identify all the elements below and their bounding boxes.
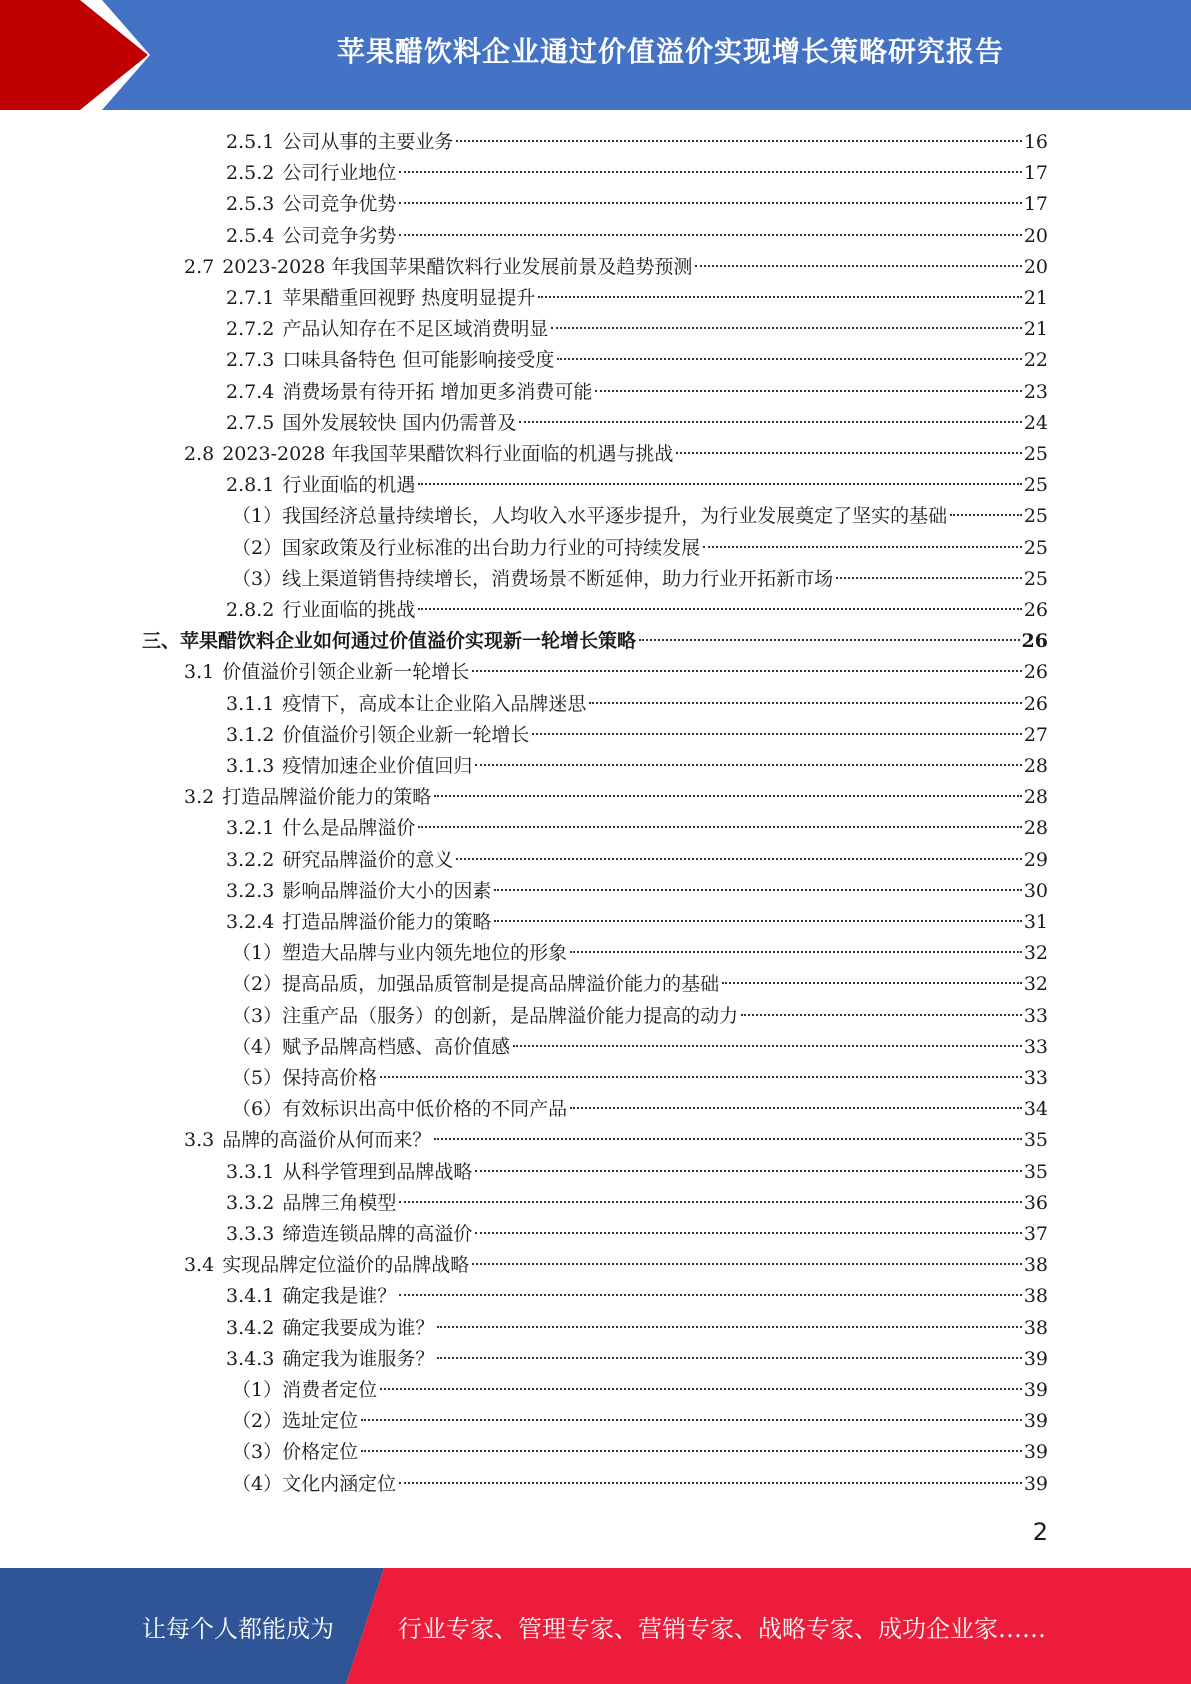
toc-dot-leader [418,826,1021,828]
toc-entry[interactable] [232,501,1048,532]
toc-entry-number: 3.1.2 [226,723,275,746]
toc-entry-title: 2023-2028 年我国苹果醋饮料行业面临的机遇与挑战 [222,443,674,465]
toc-entry-title: 行业面临的机遇 [282,474,416,497]
toc-entry[interactable] [232,1437,1048,1468]
toc-entry-title: （5）保持高价格 [232,1067,378,1089]
toc-entry-number: 2.8.1 [226,474,275,497]
toc-dot-leader [361,1450,1022,1452]
toc-entry[interactable] [226,907,1048,938]
toc-entry[interactable] [184,252,1048,283]
toc-entry[interactable] [226,813,1048,844]
toc-entry-page: 28 [1023,755,1048,777]
toc-entry-title: （3）价格定位 [232,1441,359,1464]
toc-dot-leader [513,1045,1022,1047]
footer-slogan-right: 行业专家、管理专家、营销专家、战略专家、成功企业家…… [398,1614,1046,1643]
toc-entry-title: 疫情加速企业价值回归 [282,755,473,777]
toc-entry-number: 3.2.3 [226,879,275,902]
toc-entry-title: 疫情下，高成本让企业陷入品牌迷思 [282,692,587,715]
toc-dot-leader [434,795,1022,797]
toc-entry[interactable] [226,345,1048,376]
toc-entry-page: 17 [1023,193,1048,216]
toc-entry-number: 2.8 [184,443,215,465]
toc-entry-page: 37 [1023,1223,1048,1245]
toc-entry-title: （6）有效标识出高中低价格的不同产品 [232,1098,568,1121]
toc-entry-page: 20 [1023,255,1048,278]
toc-dot-leader [595,390,1021,392]
toc-entry-title: （1）我国经济总量持续增长，人均收入水平逐步提升，为行业发展奠定了坚实的基础 [232,505,948,528]
toc-entry[interactable] [232,533,1048,564]
toc-dot-leader [437,1326,1021,1328]
toc-dot-leader [519,421,1021,423]
toc-entry-page: 30 [1023,879,1048,902]
toc-entry[interactable] [226,314,1048,345]
toc-dot-leader [399,202,1021,204]
toc-dot-leader [399,1294,1021,1296]
page-number: 2 [1032,1518,1048,1546]
toc-entry-title: 国外发展较快 国内仍需普及 [282,411,517,434]
toc-dot-leader [741,1014,1022,1016]
toc-entry[interactable] [226,127,1048,158]
toc-entry-page: 24 [1023,411,1048,434]
toc-entry-page: 32 [1023,973,1048,996]
toc-entry-title: 公司竞争优势 [282,193,397,216]
toc-entry-page: 38 [1023,1285,1048,1308]
toc-dot-leader [399,1482,1022,1484]
toc-entry-title: （1）塑造大品牌与业内领先地位的形象 [232,942,568,965]
toc-dot-leader [418,608,1021,610]
toc-entry-number: 3.4 [184,1254,215,1277]
toc-entry-number: 3.1 [184,661,215,684]
toc-dot-leader [380,1388,1022,1390]
toc-entry[interactable] [226,845,1048,876]
page-footer [0,1568,1191,1684]
toc-dot-leader [434,1138,1022,1140]
toc-entry-page: 32 [1023,942,1048,965]
toc-entry-page: 39 [1023,1472,1048,1495]
toc-dot-leader [399,234,1021,236]
toc-dot-leader [399,171,1021,173]
toc-entry-page: 28 [1023,817,1048,840]
toc-entry-number: 2.8.2 [226,599,275,621]
toc-dot-leader [570,951,1022,953]
toc-dot-leader [475,764,1021,766]
toc-entry-number: 2.7 [184,255,215,278]
toc-dot-leader [456,858,1021,860]
toc-entry[interactable] [142,626,1048,657]
toc-entry-title: 影响品牌溢价大小的因素 [282,879,492,902]
toc-dot-leader [418,483,1021,485]
toc-entry-number: 3.1.3 [226,755,275,777]
toc-entry[interactable] [226,1313,1048,1344]
toc-dot-leader [494,920,1021,922]
toc-entry[interactable] [184,439,1048,470]
toc-entry[interactable] [184,1250,1048,1281]
toc-dot-leader [475,1170,1021,1172]
toc-dot-leader [551,327,1021,329]
toc-entry-number: 3.2.2 [226,848,275,871]
toc-dot-leader [703,546,1022,548]
toc-entry-page: 26 [1021,630,1048,653]
toc-entry-page: 36 [1023,1191,1048,1214]
toc-dot-leader [399,1201,1021,1203]
toc-entry-page: 35 [1023,1129,1048,1152]
toc-entry-page: 25 [1023,505,1048,528]
toc-entry-title: （3）注重产品（服务）的创新，是品牌溢价能力提高的动力 [232,1004,739,1027]
toc-entry-number: 2.5.2 [226,162,275,185]
toc-entry-title: 行业面临的挑战 [282,599,416,621]
toc-entry-number: 3.4.3 [226,1347,275,1370]
toc-entry-title: 确定我为谁服务？ [282,1347,435,1370]
toc-entry-page: 17 [1023,162,1048,185]
toc-entry[interactable] [232,1094,1048,1125]
toc-entry-number: 2.5.4 [226,224,275,247]
toc-entry-page: 33 [1023,1035,1048,1058]
toc-entry[interactable] [226,189,1048,220]
toc-dot-leader [456,140,1021,142]
toc-dot-leader [676,452,1021,454]
toc-dot-leader [557,358,1021,360]
toc-entry-title: 公司从事的主要业务 [282,131,454,153]
toc-entry-page: 39 [1023,1379,1048,1401]
toc-dot-leader [532,733,1021,735]
toc-entry-page: 39 [1023,1410,1048,1433]
toc-entry[interactable] [226,1157,1048,1188]
toc-entry-title: 品牌三角模型 [282,1191,397,1214]
toc-entry-title: 确定我要成为谁？ [282,1316,435,1339]
toc-entry-page: 21 [1023,287,1048,309]
toc-entry-title: 苹果醋重回视野 热度明显提升 [282,287,536,309]
toc-dot-leader [494,889,1021,891]
toc-entry[interactable] [232,1469,1048,1500]
header-chevron-decoration [0,0,160,110]
toc-entry-page: 35 [1023,1160,1048,1183]
toc-entry[interactable] [226,1281,1048,1312]
toc-entry-title: 产品认知存在不足区域消费明显 [282,318,549,341]
toc-dot-leader [570,1107,1022,1109]
toc-dot-leader [836,577,1022,579]
toc-entry-page: 27 [1023,723,1048,746]
toc-entry[interactable] [232,564,1048,595]
footer-slogan-left: 让每个人都能成为 [142,1614,334,1643]
toc-entry[interactable] [226,876,1048,907]
toc-entry-title: （3）线上渠道销售持续增长，消费场景不断延伸，助力行业开拓新市场 [232,567,834,590]
toc-entry-number: 3.3.1 [226,1160,275,1183]
toc-entry-title: 公司竞争劣势 [282,224,397,247]
toc-entry[interactable] [184,1125,1048,1156]
toc-entry-page: 33 [1023,1004,1048,1027]
toc-entry-number: 2.7.2 [226,318,275,341]
toc-entry-page: 38 [1023,1254,1048,1277]
toc-entry-title: 打造品牌溢价能力的策略 [282,911,492,933]
toc-dot-leader [722,982,1022,984]
toc-entry-page: 33 [1023,1067,1048,1089]
toc-entry-page: 38 [1023,1316,1048,1339]
toc-entry-page: 26 [1023,599,1048,621]
toc-entry-title: （2）国家政策及行业标准的出台助力行业的可持续发展 [232,536,701,559]
toc-entry-title: （2）提高品质，加强品质管制是提高品牌溢价能力的基础 [232,973,720,996]
toc-entry-page: 28 [1023,786,1048,809]
toc-entry-number: 3.4.1 [226,1285,275,1308]
toc-entry-page: 16 [1023,131,1048,153]
toc-entry[interactable] [226,470,1048,501]
toc-entry-title: 公司行业地位 [282,162,397,185]
toc-entry[interactable] [226,1344,1048,1375]
toc-dot-leader [589,702,1021,704]
toc-entry-number: 3.3.2 [226,1191,275,1214]
toc-entry[interactable] [226,158,1048,189]
toc-dot-leader [538,296,1021,298]
toc-entry-number: 2.7.4 [226,380,275,403]
toc-entry[interactable] [226,1188,1048,1219]
toc-entry-title: （4）文化内涵定位 [232,1472,397,1495]
toc-entry-number: 3.3 [184,1129,215,1152]
toc-entry-title: （1）消费者定位 [232,1379,378,1401]
toc-entry-title: 品牌的高溢价从何而来？ [222,1129,432,1152]
toc-entry-title: 三、苹果醋饮料企业如何通过价值溢价实现新一轮增长策略 [142,630,637,653]
toc-entry[interactable] [226,595,1048,626]
toc-entry-number: 3.3.3 [226,1223,275,1245]
toc-entry-title: （4）赋予品牌高档感、高价值感 [232,1035,511,1058]
toc-entry[interactable] [226,1219,1048,1250]
page-header [0,0,1191,110]
toc-entry[interactable] [226,221,1048,252]
toc-dot-leader [380,1076,1022,1078]
toc-entry-page: 25 [1023,567,1048,590]
toc-entry-number: 2.7.5 [226,411,275,434]
toc-entry-page: 31 [1023,911,1048,933]
toc-dot-leader [639,639,1020,641]
toc-entry[interactable] [232,938,1048,969]
toc-entry-page: 39 [1023,1441,1048,1464]
toc-entry-page: 34 [1023,1098,1048,1121]
toc-entry-page: 20 [1023,224,1048,247]
toc-dot-leader [437,1357,1021,1359]
toc-entry-page: 26 [1023,661,1048,684]
toc-dot-leader [695,265,1021,267]
toc-entry-title: 什么是品牌溢价 [282,817,416,840]
toc-entry[interactable] [232,1406,1048,1437]
toc-entry-page: 23 [1023,380,1048,403]
toc-entry-title: 缔造连锁品牌的高溢价 [282,1223,473,1245]
toc-entry-number: 2.7.3 [226,349,275,372]
toc-dot-leader [950,514,1022,516]
toc-dot-leader [361,1419,1022,1421]
toc-entry-title: 价值溢价引领企业新一轮增长 [222,661,470,684]
toc-entry-title: 打造品牌溢价能力的策略 [222,786,432,809]
toc-entry-title: 价值溢价引领企业新一轮增长 [282,723,530,746]
toc-entry[interactable] [232,1032,1048,1063]
toc-entry-title: 确定我是谁？ [282,1285,397,1308]
toc-entry-number: 2.5.1 [226,131,275,153]
toc-entry[interactable] [232,969,1048,1000]
toc-entry-title: 口味具备特色 但可能影响接受度 [282,349,555,372]
toc-entry-number: 3.4.2 [226,1316,275,1339]
toc-entry[interactable] [226,689,1048,720]
toc-entry-page: 26 [1023,692,1048,715]
toc-entry-title: 从科学管理到品牌战略 [282,1160,473,1183]
toc-entry[interactable] [232,1063,1048,1094]
toc-entry-title: 2023-2028 年我国苹果醋饮料行业发展前景及趋势预测 [222,255,693,278]
toc-entry-number: 2.7.1 [226,287,275,309]
toc-dot-leader [472,1263,1022,1265]
toc-entry[interactable] [226,408,1048,439]
toc-entry-page: 22 [1023,349,1048,372]
toc-entry-page: 39 [1023,1347,1048,1370]
toc-entry-number: 3.2.4 [226,911,275,933]
toc-entry-title: 消费场景有待开拓 增加更多消费可能 [282,380,593,403]
toc-dot-leader [475,1232,1021,1234]
toc-entry-page: 25 [1023,443,1048,465]
toc-entry[interactable] [226,283,1048,314]
toc-entry[interactable] [232,1375,1048,1406]
toc-entry-page: 29 [1023,848,1048,871]
toc-entry-number: 3.2 [184,786,215,809]
toc-dot-leader [472,670,1022,672]
toc-entry-number: 2.5.3 [226,193,275,216]
toc-entry[interactable] [184,657,1048,688]
toc-entry[interactable] [232,1001,1048,1032]
toc-entry[interactable] [226,720,1048,751]
toc-entry-number: 3.1.1 [226,692,275,715]
toc-entry-page: 21 [1023,318,1048,341]
toc-entry-title: （2）选址定位 [232,1410,359,1433]
toc-entry-number: 3.2.1 [226,817,275,840]
toc-entry-title: 实现品牌定位溢价的品牌战略 [222,1254,470,1277]
toc-entry[interactable] [184,782,1048,813]
toc-entry-page: 25 [1023,474,1048,497]
toc-entry[interactable] [226,377,1048,408]
toc-entry-title: 研究品牌溢价的意义 [282,848,454,871]
document-title: 苹果醋饮料企业通过价值溢价实现增长策略研究报告 [336,35,1004,68]
toc-entry[interactable] [226,751,1048,782]
toc-entry-page: 25 [1023,536,1048,559]
